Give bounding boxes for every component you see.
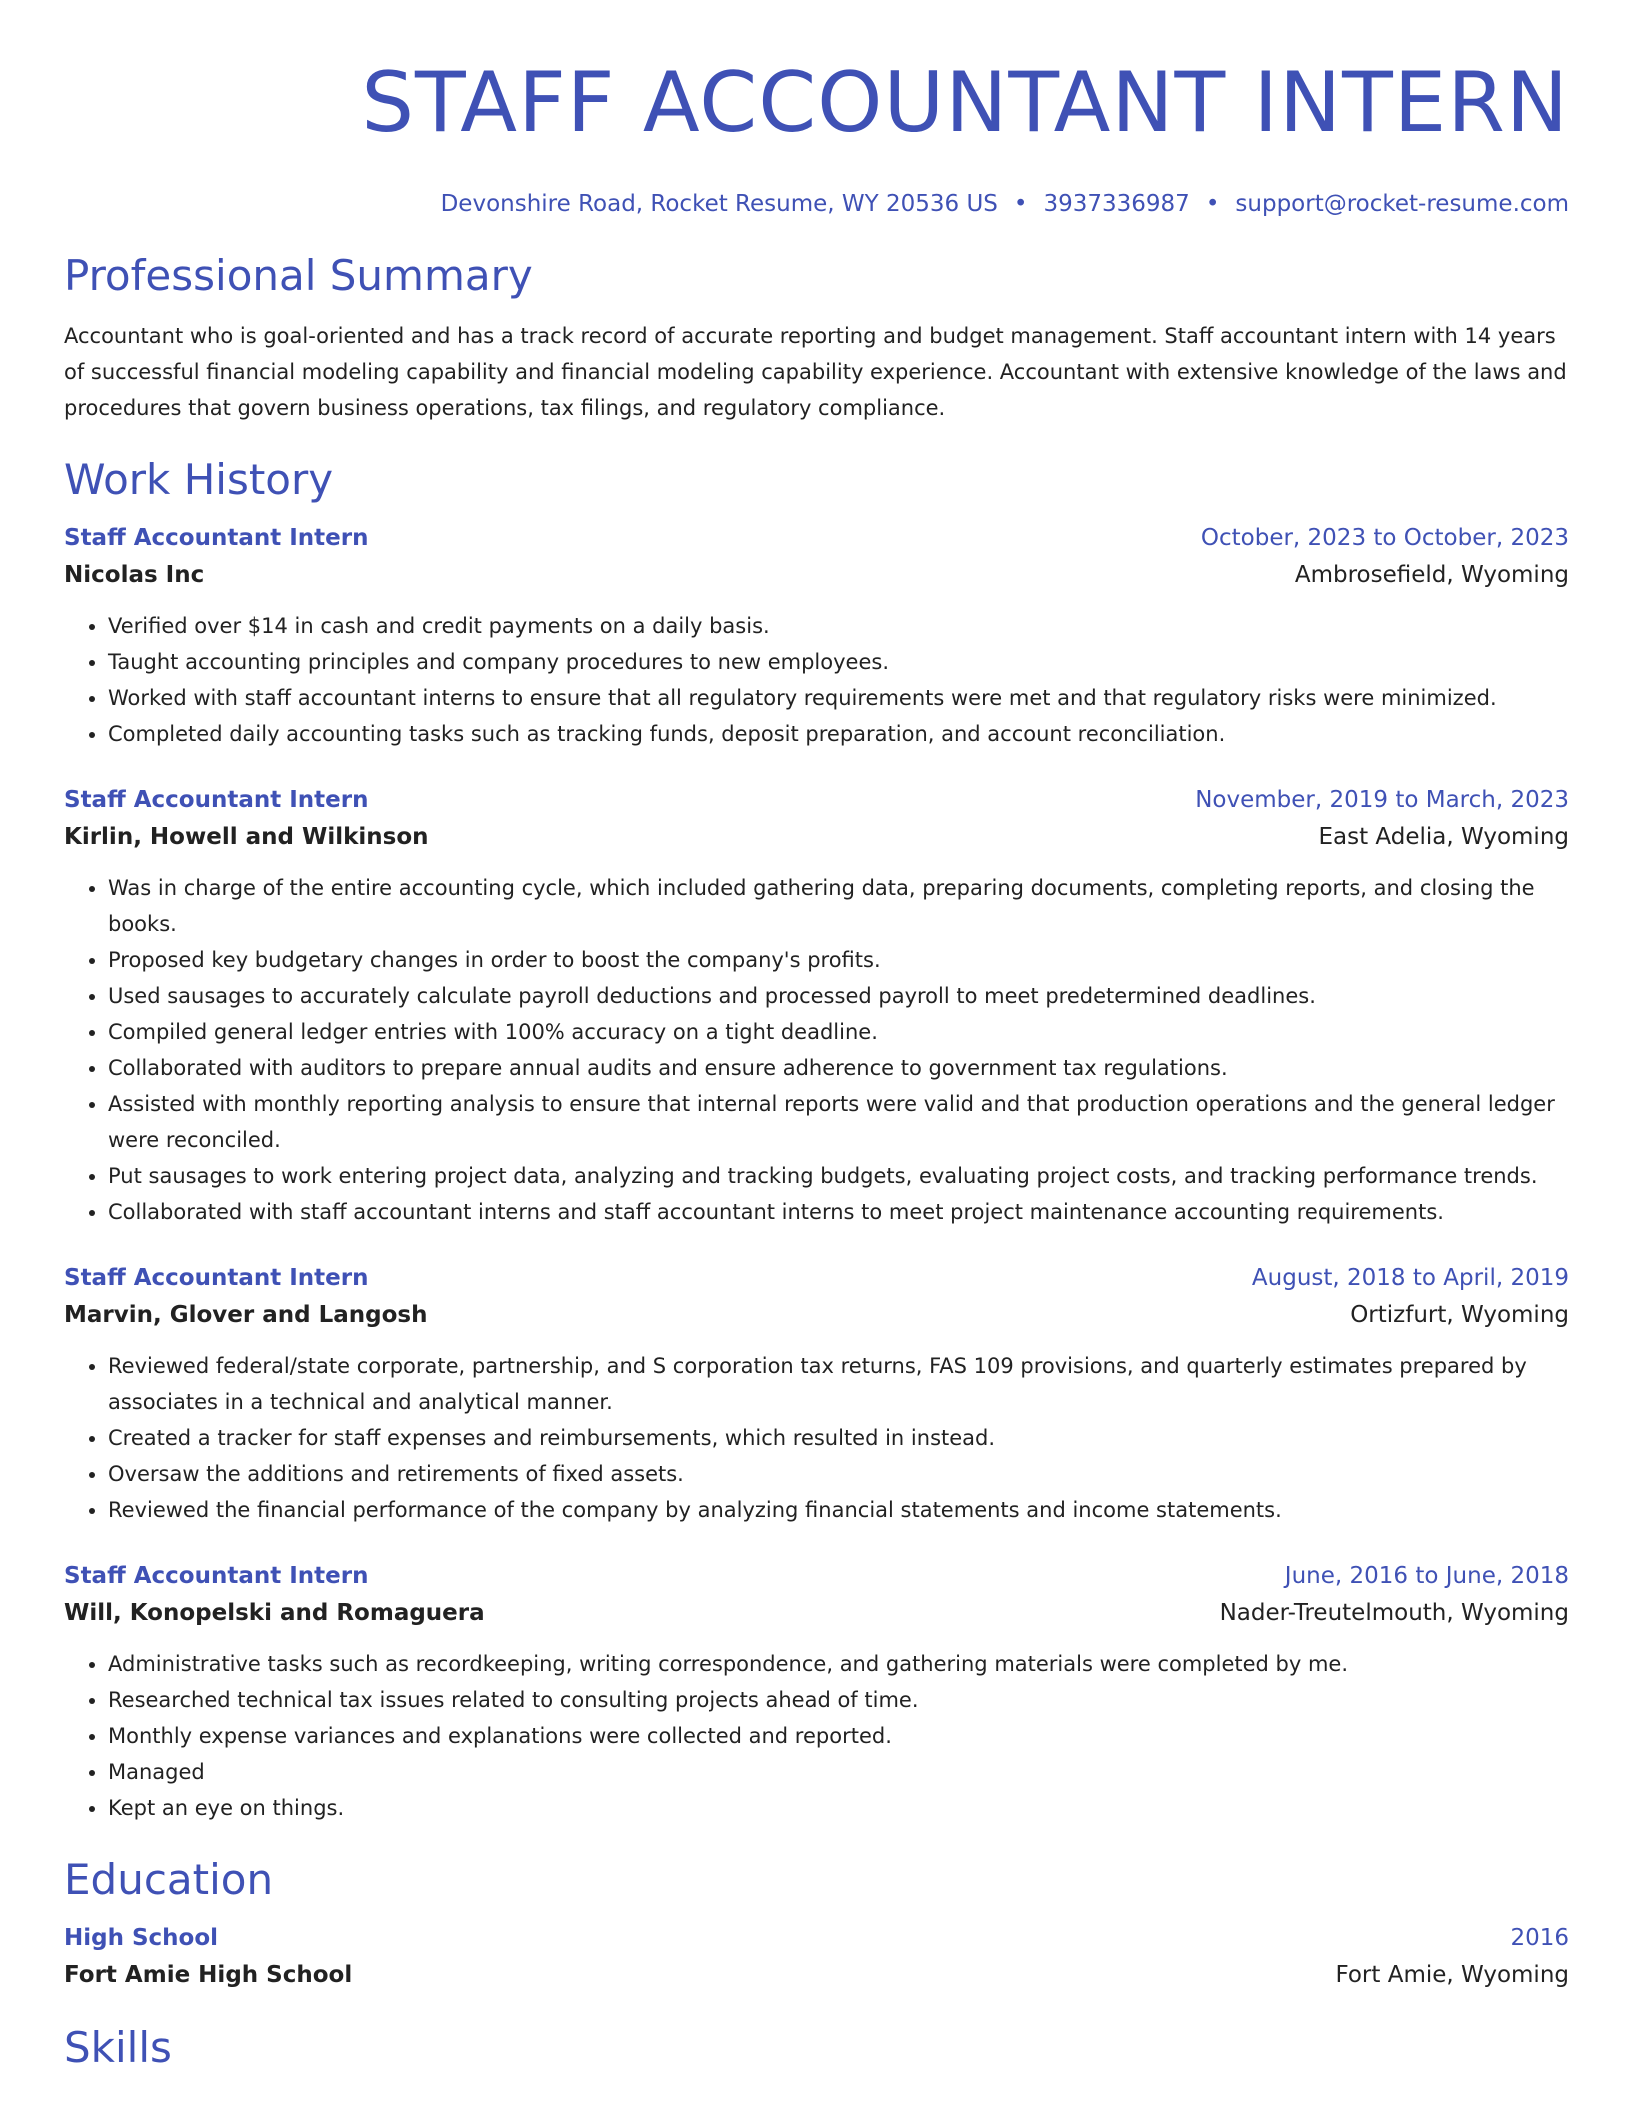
job-title: Staff Accountant Intern [64, 1563, 369, 1589]
contact-separator: • [1013, 191, 1028, 217]
job-company: Kirlin, Howell and Wilkinson [64, 824, 429, 850]
education-heading: Education [64, 1855, 274, 1904]
job-entry [64, 782, 1569, 1230]
job-company-row [64, 818, 1569, 856]
job-bullet: • Worked with staff accountant interns to ensure that all regulatory requirements were met and that regulatory risks were minimized. [108, 680, 1569, 716]
job-bullet: • Oversaw the additions and retirements of fixed assets. [108, 1456, 1569, 1492]
education-location: Fort Amie, Wyoming [1335, 1962, 1569, 1988]
job-bullet: • Put sausages to work entering project data, analyzing and tracking budgets, evaluating project costs, and tracking performance trends. [108, 1158, 1569, 1194]
job-bullets [64, 608, 1569, 752]
education-degree: High School [64, 1925, 219, 1951]
summary-text: Accountant who is goal-oriented and has a track record of accurate reporting and budget management. Staff accountant intern with 14 years of successful financial modeling capability and financial modeling capability experience. Accountant with extensive knowledge of the laws and procedures that govern business operations, tax filings, and regulatory compliance. [64, 324, 1567, 420]
job-title-row [64, 1260, 1569, 1296]
education-degree-row [64, 1920, 1569, 1956]
job-title: Staff Accountant Intern [64, 787, 369, 813]
job-bullet: • Taught accounting principles and company procedures to new employees. [108, 644, 1569, 680]
job-entry [64, 1558, 1569, 1826]
job-bullets [64, 870, 1569, 1230]
contact-line [64, 188, 1569, 220]
job-bullet: • Assisted with monthly reporting analysis to ensure that internal reports were valid and that production operations and the general ledger were reconciled. [108, 1086, 1569, 1158]
job-company: Nicolas Inc [64, 562, 205, 588]
job-title-row [64, 1558, 1569, 1594]
job-location: Nader-Treutelmouth, Wyoming [1219, 1600, 1569, 1626]
job-bullet: • Created a tracker for staff expenses and reimbursements, which resulted in instead. [108, 1420, 1569, 1456]
job-bullet: • Was in charge of the entire accounting cycle, which included gathering data, preparing documents, completing reports, and closing the books. [108, 870, 1569, 942]
job-entry [64, 520, 1569, 752]
job-bullet: • Reviewed federal/state corporate, partnership, and S corporation tax returns, FAS 109 provisions, and quarterly estimates prepared by associates in a technical and analytical manner. [108, 1348, 1569, 1420]
job-bullet: • Monthly expense variances and explanations were collected and reported. [108, 1718, 1569, 1754]
job-bullet: • Administrative tasks such as recordkeeping, writing correspondence, and gathering materials were completed by me. [108, 1646, 1569, 1682]
job-location: Ortizfurt, Wyoming [1350, 1302, 1569, 1328]
job-bullets [64, 1646, 1569, 1826]
job-company-row [64, 1296, 1569, 1334]
job-entry [64, 1260, 1569, 1528]
job-bullet: • Managed [108, 1754, 1569, 1790]
job-dates: November, 2019 to March, 2023 [1195, 787, 1569, 813]
job-title: Staff Accountant Intern [64, 1265, 369, 1291]
job-dates: August, 2018 to April, 2019 [1251, 1265, 1569, 1291]
contact-address: Devonshire Road, Rocket Resume, WY 20536 US [440, 191, 998, 217]
job-bullet: • Compiled general ledger entries with 100% accuracy on a tight deadline. [108, 1014, 1569, 1050]
contact-phone: 3937336987 [1043, 191, 1190, 217]
job-company: Marvin, Glover and Langosh [64, 1302, 428, 1328]
job-title: Staff Accountant Intern [64, 525, 369, 551]
job-bullet: • Collaborated with staff accountant interns and staff accountant interns to meet project maintenance accounting requirements. [108, 1194, 1569, 1230]
job-bullets [64, 1348, 1569, 1528]
contact-email[interactable]: support@rocket-resume.com [1235, 191, 1569, 217]
job-bullet: • Completed daily accounting tasks such as tracking funds, deposit preparation, and account reconciliation. [108, 716, 1569, 752]
candidate-name: STAFF ACCOUNTANT INTERN [361, 54, 1569, 151]
job-bullet: • Reviewed the financial performance of the company by analyzing financial statements and income statements. [108, 1492, 1569, 1528]
job-bullet: • Collaborated with auditors to prepare annual audits and ensure adherence to government tax regulations. [108, 1050, 1569, 1086]
job-bullet: • Researched technical tax issues related to consulting projects ahead of time. [108, 1682, 1569, 1718]
job-dates: October, 2023 to October, 2023 [1200, 525, 1569, 551]
job-company-row [64, 1594, 1569, 1632]
education-year: 2016 [1510, 1925, 1569, 1951]
job-title-row [64, 520, 1569, 556]
resume-header [64, 50, 1569, 220]
summary-heading: Professional Summary [64, 251, 533, 300]
job-location: East Adelia, Wyoming [1318, 824, 1569, 850]
job-location: Ambrosefield, Wyoming [1294, 562, 1569, 588]
job-company-row [64, 556, 1569, 594]
education-school-row [64, 1956, 1569, 1994]
job-title-row [64, 782, 1569, 818]
job-bullet: • Proposed key budgetary changes in order to boost the company's profits. [108, 942, 1569, 978]
job-dates: June, 2016 to June, 2018 [1284, 1563, 1569, 1589]
education-school: Fort Amie High School [64, 1962, 353, 1988]
job-bullet: • Used sausages to accurately calculate payroll deductions and processed payroll to meet predetermined deadlines. [108, 978, 1569, 1014]
contact-separator: • [1205, 191, 1220, 217]
work-history-heading: Work History [64, 455, 334, 504]
job-bullet: • Verified over $14 in cash and credit payments on a daily basis. [108, 608, 1569, 644]
skills-heading: Skills [64, 2023, 172, 2072]
job-company: Will, Konopelski and Romaguera [64, 1600, 485, 1626]
job-bullet: • Kept an eye on things. [108, 1790, 1569, 1826]
education-entry [64, 1920, 1569, 1994]
